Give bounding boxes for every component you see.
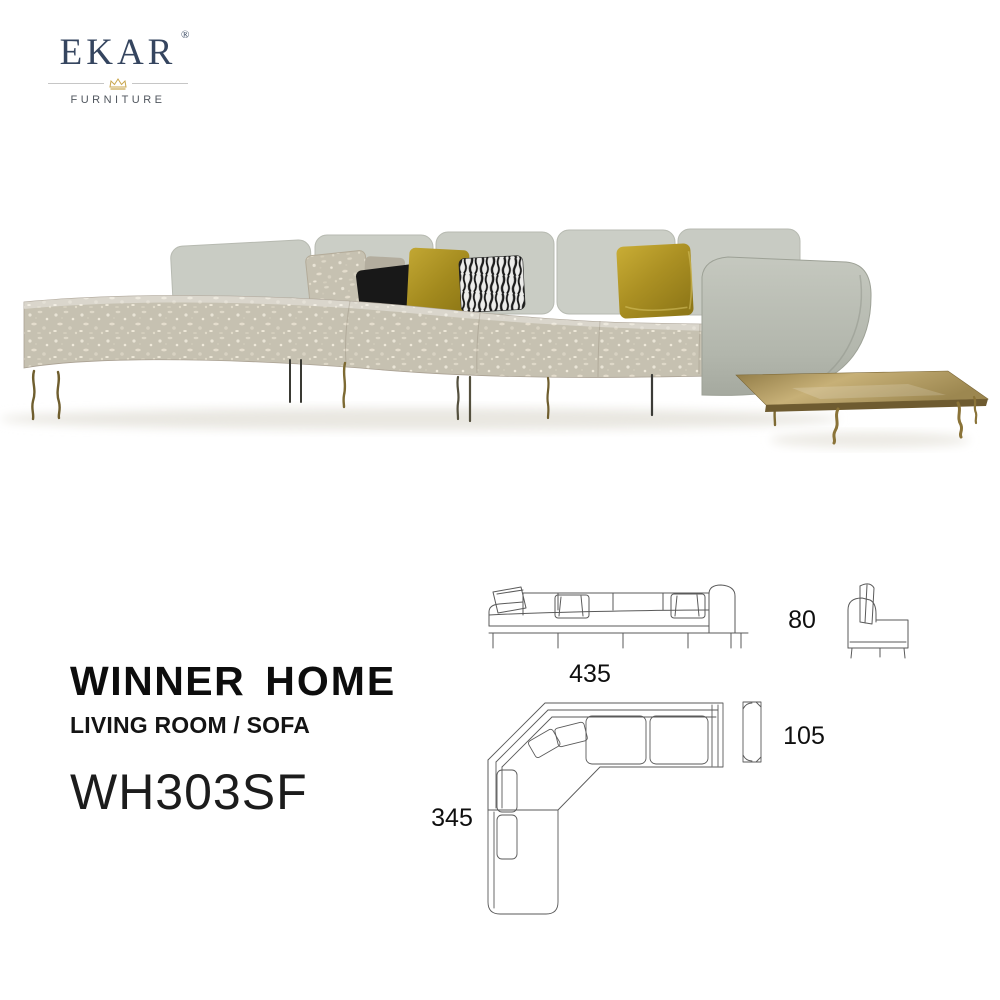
dimension-chaise-label: 345 — [431, 804, 473, 832]
registered-trademark: ® — [181, 29, 190, 41]
product-model: WH303SF — [70, 764, 308, 821]
product-info — [70, 660, 396, 821]
brand-logo — [48, 29, 190, 106]
front-elevation-drawing — [483, 578, 748, 656]
product-category: LIVING ROOM / SOFA — [70, 712, 311, 739]
side-elevation-drawing — [840, 578, 918, 658]
dimension-width-label: 435 — [569, 660, 611, 688]
crown-icon — [108, 77, 128, 90]
dimension-height-label: 80 — [788, 606, 816, 634]
floor-shadow — [0, 408, 970, 448]
brand-name: EKAR ® — [59, 29, 190, 73]
top-plan-drawing — [468, 692, 768, 924]
sectional-sofa-photo — [0, 205, 1000, 465]
brand-tagline: FURNITURE — [70, 94, 166, 106]
dimension-depth-label: 105 — [783, 722, 825, 750]
logo-divider — [48, 77, 188, 90]
zebra-pillow — [459, 255, 526, 312]
gold-pillow — [616, 243, 694, 319]
product-title: WINNER HOME — [70, 658, 397, 704]
